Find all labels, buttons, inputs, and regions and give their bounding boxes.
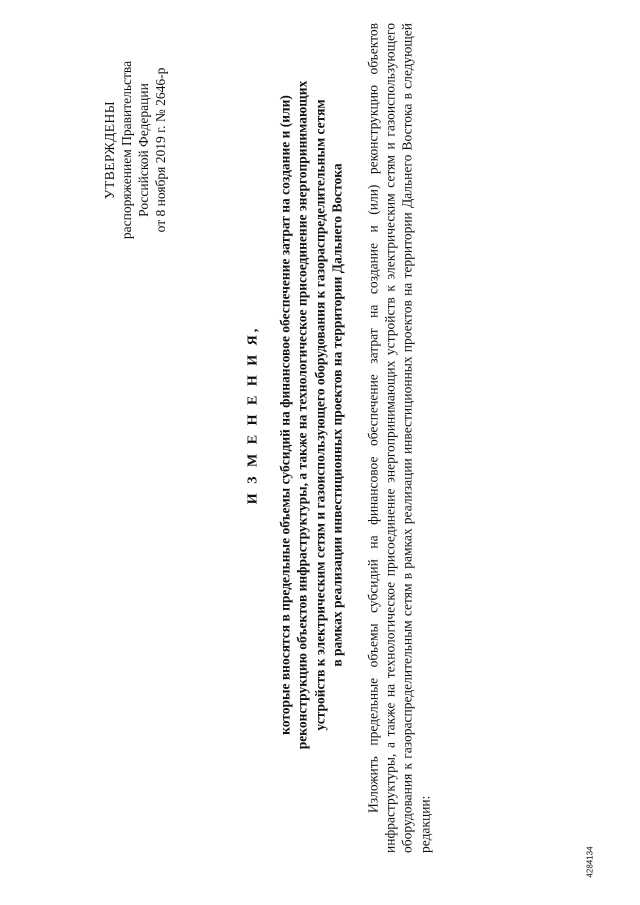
approval-stamp bbox=[101, 61, 169, 239]
heading-title: И З М Е Н Е Н И Я, bbox=[245, 325, 261, 505]
heading-line-4: в рамках реализации инвестиционных проектов на территории Дальнего Востока bbox=[329, 163, 345, 667]
heading-line-1: которые вносятся в предельные объемы субсидий на финансовое обеспечение затрат на создание и (или) bbox=[276, 95, 292, 735]
approval-line-3: от 8 ноября 2019 г. № 2646-р bbox=[153, 67, 168, 233]
body-paragraph: Изложить предельные объемы субсидий на финансовое обеспечение затрат на создание и (или) реконструкцию объектов инфраструктуры, а также на технологическое присоединение энергопринимающих устройств к электрическим сетям и газоиспользующего оборудования к газораспределительным сетям в рамках реализации инвестиционных проектов на территории Дальнего Востока в следующей редакции: bbox=[365, 23, 433, 853]
approval-line-2: Российской Федерации bbox=[136, 83, 151, 217]
heading-line-2: реконструкцию объектов инфраструктуры, а также на технологическое присоединение энергопринимающих bbox=[294, 80, 310, 750]
heading-line-3: устройств к электрическим сетям и газоиспользующего оборудования к газораспределительным сетям bbox=[311, 99, 327, 731]
approval-line-1: распоряжением Правительства bbox=[119, 60, 134, 240]
document-id: 4284134 bbox=[585, 846, 595, 878]
document-heading bbox=[244, 81, 346, 749]
approval-title: УТВЕРЖДЕНЫ bbox=[102, 100, 117, 200]
